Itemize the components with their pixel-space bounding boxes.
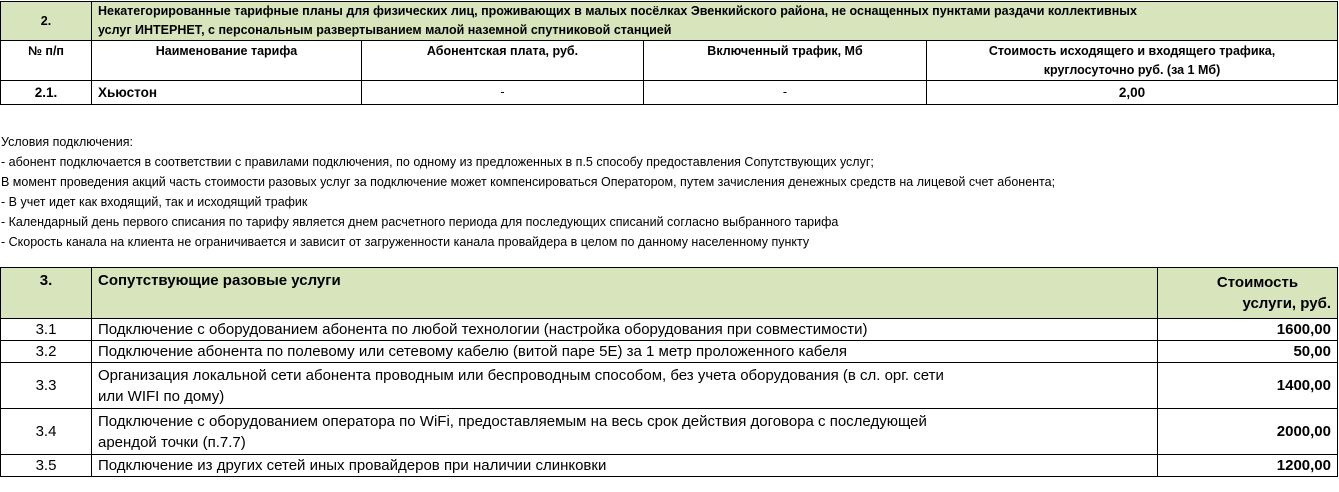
- table-row: [1, 363, 1338, 409]
- row-number: 3.3: [1, 363, 92, 409]
- row-number: 3.2: [1, 341, 92, 363]
- service-name: [92, 455, 1158, 477]
- service-name: [92, 409, 1158, 455]
- col-cost-header: [927, 41, 1338, 81]
- service-name: [92, 341, 1158, 363]
- col-cost-header-line: круглосуточно руб. (за 1 Мб): [1043, 62, 1221, 77]
- col-fee-header: Абонентская плата, руб.: [362, 41, 644, 81]
- section-title-line: услуг ИНТЕРНЕТ, с персональным развертыванием малой наземной спутниковой станцией: [98, 23, 672, 37]
- cost-header-line: Стоимость: [1216, 274, 1299, 291]
- tariff-cost: 2,00: [927, 81, 1338, 105]
- service-name-line: или WIFI по дому): [98, 387, 225, 405]
- service-cost: 1200,00: [1158, 455, 1338, 477]
- table-row: [1, 341, 1338, 363]
- section-title-line: Некатегорированные тарифные планы для физических лиц, проживающих в малых посёлках Эвенкийского района, не оснащенных пунктами раздачи коллективных: [98, 4, 1137, 18]
- section-title: [92, 2, 1338, 41]
- col-name-header: Наименование тарифа: [92, 41, 362, 81]
- service-name-line: Подключение из других сетей иных провайдеров при наличии слинковки: [98, 457, 607, 474]
- condition-line: В момент проведения акций часть стоимости разовых услуг за подключение может компенсироваться Оператором, путем зачисления денежных средств на лицевой счет абонента;: [1, 175, 1056, 189]
- table-row: [1, 455, 1338, 477]
- condition-line: Условия подключения:: [1, 135, 133, 149]
- row-number: 3.4: [1, 409, 92, 455]
- section-title: Сопутствующие разовые услуги: [92, 268, 1158, 319]
- condition-line: - В учет идет как входящий, так и исходящий трафик: [1, 195, 308, 209]
- condition-line: - абонент подключается в соответствии с правилами подключения, по одному из предложенных в п.5 способу предоставления Сопутствующих услуг;: [1, 155, 874, 169]
- row-number: 2.1.: [1, 81, 92, 105]
- row-number: 3.1: [1, 319, 92, 341]
- condition-line: - Календарный день первого списания по тарифу является днем расчетного периода для последующих списаний согласно выбранного тарифа: [1, 215, 839, 229]
- service-cost: 2000,00: [1158, 409, 1338, 455]
- service-name-line: Подключение с оборудованием абонента по любой технологии (настройка оборудования при совместимости): [98, 321, 868, 338]
- row-number: 3.5: [1, 455, 92, 477]
- col-num-header: № п/п: [1, 41, 92, 81]
- col-cost-header-line: Стоимость исходящего и входящего трафика,: [988, 43, 1276, 58]
- connection-conditions: [1, 132, 1055, 252]
- table-row: [1, 81, 1338, 105]
- column-header-row: [1, 41, 1338, 81]
- service-cost: 1400,00: [1158, 363, 1338, 409]
- service-name-line: Подключение с оборудованием оператора по WiFi, предоставляемым на весь срок действия договора с последующей: [98, 412, 927, 430]
- service-name: [92, 363, 1158, 409]
- section-header-row: [1, 2, 1338, 41]
- service-name-line: Организация локальной сети абонента проводным или беспроводным способом, без учета оборудования (в сл. орг. сети: [98, 366, 944, 384]
- section-header-row: [1, 268, 1338, 319]
- condition-line: - Скорость канала на клиента не ограничивается и зависит от загруженности канала провайдера в целом по данному населенному пункту: [1, 235, 810, 249]
- col-traffic-header: Включенный трафик, Мб: [644, 41, 927, 81]
- tariff-table: [0, 1, 1338, 105]
- table-row: [1, 319, 1338, 341]
- section-number: 2.: [1, 2, 92, 41]
- service-cost: 1600,00: [1158, 319, 1338, 341]
- section-number: 3.: [1, 268, 92, 319]
- service-name-line: арендой точки (п.7.7): [98, 433, 246, 451]
- cost-header-line: услуги, руб.: [1242, 295, 1331, 312]
- service-name-line: Подключение абонента по полевому или сетевому кабелю (витой паре 5E) за 1 метр проложенного кабеля: [98, 343, 847, 360]
- tariff-traffic: -: [644, 81, 927, 105]
- service-cost: 50,00: [1158, 341, 1338, 363]
- service-name: [92, 319, 1158, 341]
- tariff-fee: -: [362, 81, 644, 105]
- tariff-name: Хьюстон: [92, 81, 362, 105]
- table-row: [1, 409, 1338, 455]
- services-table: [0, 267, 1338, 477]
- cost-header: [1158, 268, 1338, 319]
